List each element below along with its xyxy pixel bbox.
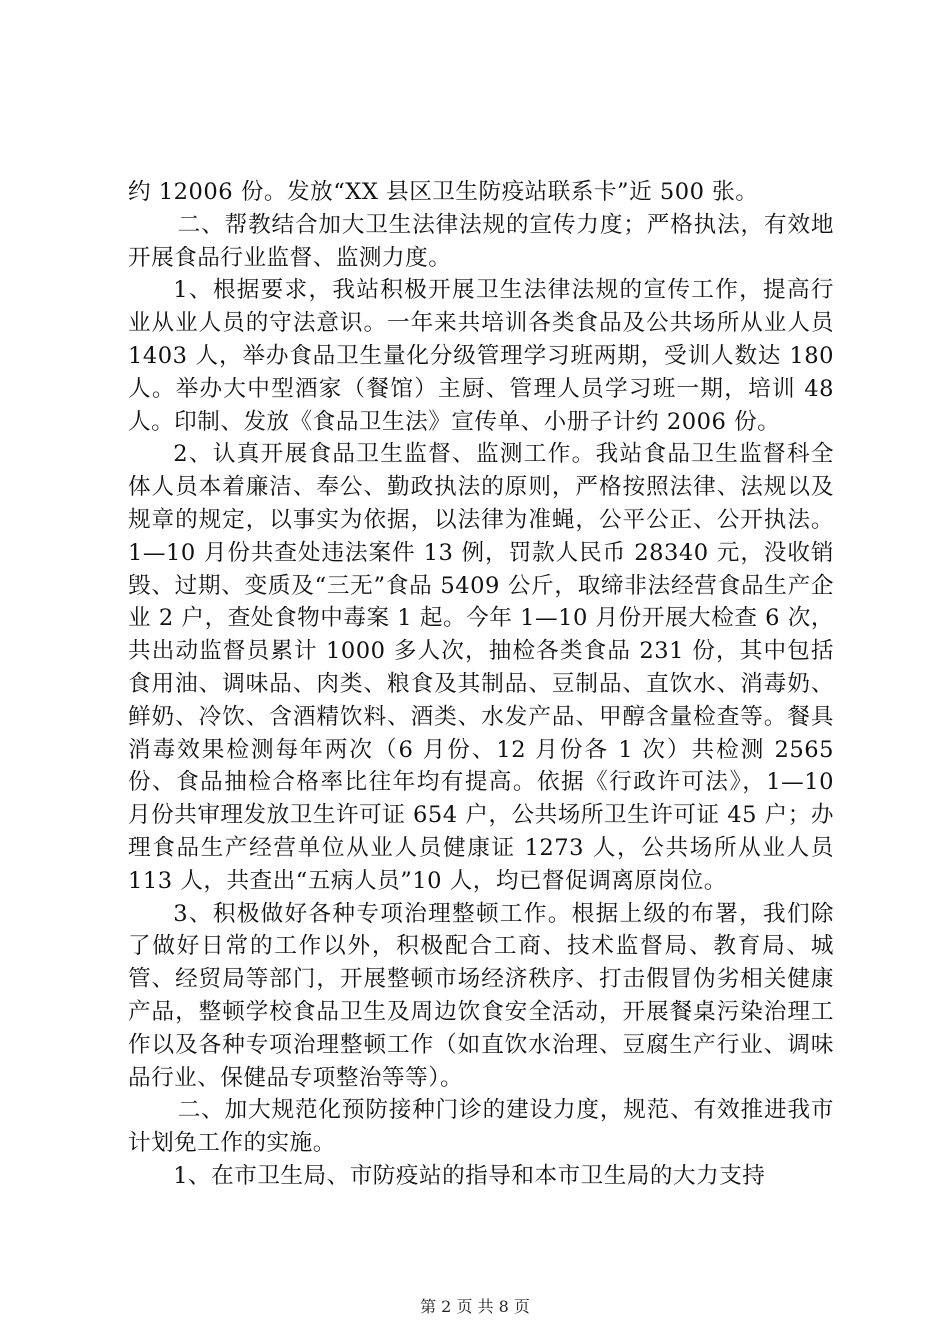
paragraph-food-supervision: 2、认真开展食品卫生监督、监测工作。我站食品卫生监督科全体人员本着廉洁、奉公、勤政执法的原则，严格按照法律、法规以及规章的规定，以事实为依据，以法律为准蝇，公平公正、公开执法。1—10 月份共查处违法案件 13 例，罚款人民币 28340 元，没收销毁、过期、变质及“三无”食品 5409 公斤，取缔非法经营食品生产企业 2 户，查处食物中毒案 1 起。今年 1—10 月份开展大检查 6 次，共出动监督员累计 1000 多人次，抽检各类食品 231 份，其中包括食用油、调味品、肉类、粮食及其制品、豆制品、直饮水、消毒奶、鲜奶、冷饮、含酒精饮料、酒类、水发产品、甲醇含量检查等。餐具消毒效果检测每年两次（6 月份、12 月份各 1 次）共检测 2565 份、食品抽检合格率比往年均有提高。依据《行政许可法》，1—10 月份共审理发放卫生许可证 654 户，公共场所卫生许可证 45 户；办理食品生产经营单位从业人员健康证 1273 人，公共场所从业人员 113 人，共查出“五病人员”10 人，均已督促调离原岗位。 [128, 441, 834, 894]
section-heading-law-enforcement: 二、帮教结合加大卫生法律法规的宣传力度；严格执法，有效地开展食品行业监督、监测力度。 [128, 211, 834, 271]
document-body [128, 176, 834, 1193]
paragraph-continuation: 约 12006 份。发放“XX 县区卫生防疫站联系卡”近 500 张。 [128, 179, 759, 205]
paragraph-law-publicity: 1、根据要求，我站积极开展卫生法律法规的宣传工作，提高行业从业人员的守法意识。一年来共培训各类食品及公共场所从业人员 1403 人，举办食品卫生量化分级管理学习班两期，受训人数达 180 人。举办大中型酒家（餐馆）主厨、管理人员学习班一期，培训 48 人。印制、发放《食品卫生法》宣传单、小册子计约 2006 份。 [128, 277, 834, 435]
paragraph-vaccination-support: 1、在市卫生局、市防疫站的指导和本市卫生局的大力支持 [173, 1162, 766, 1189]
page-footer: 第 2 页 共 8 页 [420, 1297, 530, 1316]
section-heading-vaccination-clinic: 二、加大规范化预防接种门诊的建设力度，规范、有效推进我市计划免工作的实施。 [128, 1097, 834, 1157]
paragraph-special-rectification: 3、积极做好各种专项治理整顿工作。根据上级的布署，我们除了做好日常的工作以外，积极配合工商、技术监督局、教育局、城管、经贸局等部门，开展整顿市场经济秩序、打击假冒伪劣相关健康产品，整顿学校食品卫生及周边饮食安全活动，开展餐桌污染治理工作以及各种专项治理整顿工作（如直饮水治理、豆腐生产行业、调味品行业、保健品专项整治等等）。 [128, 900, 834, 1091]
